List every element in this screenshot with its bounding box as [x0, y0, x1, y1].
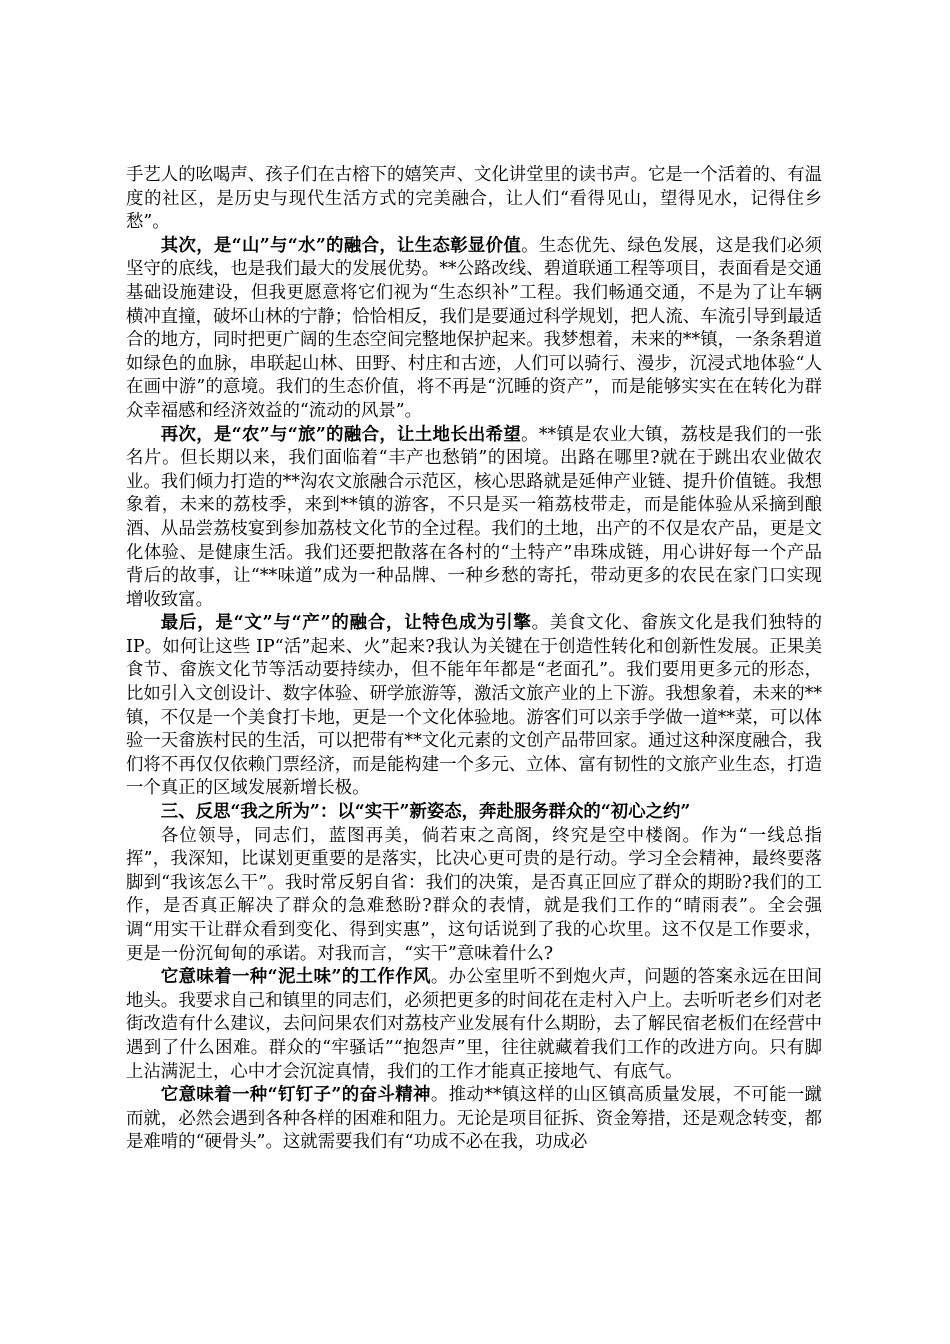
paragraph-eco-integration	[126, 235, 822, 424]
paragraph-text: 手艺人的吆喝声、孩子们在古榕下的嬉笑声、文化讲堂里的读书声。它是一个活着的、有温度的社区，是历史与现代生活方式的完美融合，让人们“看得见山，望得见水，记得住乡愁”。	[126, 165, 822, 233]
paragraph-practical-action	[126, 825, 822, 967]
paragraph-lead: 其次，是“山”与“水”的融合，让生态彰显价值	[160, 235, 522, 256]
paragraph-continuation	[126, 164, 822, 235]
section-heading	[126, 801, 822, 825]
paragraph-text: 各位领导，同志们，蓝图再美，倘若束之高阁，终究是空中楼阁。作为“一线总指挥”，我深知，比谋划更重要的是落实，比决心更可贵的是行动。学习全会精神，最终要落脚到“我该怎么干”。我时常反躬自省：我们的决策，是否真正回应了群众的期盼?我们的工作，是否真正解决了群众的急难愁盼?群众的表情，就是我们工作的“晴雨表”。全会强调“用实干让群众看到变化、得到实惠”，这句话说到了我的心坎里。这不仅是工作要求，更是一份沉甸甸的承诺。对我而言，“实干”意味着什么?	[126, 825, 822, 964]
paragraph-lead: 再次，是“农”与“旅”的融合，让土地长出希望	[160, 424, 522, 445]
paragraph-perseverance	[126, 1084, 822, 1155]
paragraph-lead: 它意味着一种“泥土味”的工作作风	[160, 967, 431, 988]
paragraph-text: 。推动**镇这样的山区镇高质量发展，不可能一蹴而就，必然会遇到各种各样的困难和阻力。无论是项目征拆、资金筹措，还是观念转变，都是难啃的“硬骨头”。这就需要我们有“功成不必在我，功成必	[126, 1085, 822, 1153]
paragraph-text: 。生态优先、绿色发展，这是我们必须坚守的底线，也是我们最大的发展优势。**公路改线、碧道联通工程等项目，表面看是交通基础设施建设，但我更愿意将它们视为“生态织补”工程。我们畅通交通，不是为了让车辆横冲直撞，破坏山林的宁静；恰恰相反，我们是要通过科学规划，把人流、车流引导到最适合的地方，同时把更广阔的生态空间完整地保护起来。我梦想着，未来的**镇，一条条碧道如绿色的血脉，串联起山林、田野、村庄和古迹，人们可以骑行、漫步，沉浸式地体验“人在画中游”的意境。我们的生态价值，将不再是“沉睡的资产”，而是能够实实在在转化为群众幸福感和经济效益的“流动的风景”。	[126, 235, 822, 421]
paragraph-grassroots-style	[126, 966, 822, 1084]
paragraph-text: 。美食文化、畲族文化是我们独特的 IP。如何让这些 IP“活”起来、火”起来?我认为关键在于创造性转化和创新性发展。正果美食节、畲族文化节等活动要持续办，但不能年年都是“老面孔”。我们要用更多元的形态，比如引入文创设计、数字体验、研学旅游等，激活文旅产业的上下游。我想象着，未来的**镇，不仅是一个美食打卡地，更是一个文化体验地。游客们可以亲手学做一道**菜，可以体验一天畲族村民的生活，可以把带有**文化元素的文创产品带回家。通过这种深度融合，我们将不再仅仅依赖门票经济，而是能构建一个多元、立体、富有韧性的文旅产业生态，打造一个真正的区域发展新增长极。	[126, 613, 822, 799]
paragraph-agri-tourism	[126, 424, 822, 613]
document-page	[126, 164, 822, 1155]
paragraph-text: 。**镇是农业大镇，荔枝是我们的一张名片。但长期以来，我们面临着“丰产也愁销”的困境。出路在哪里?就在于跳出农业做农业。我们倾力打造的**沟农文旅融合示范区，核心思路就是延伸产业链、提升价值链。我想象着，未来的荔枝季，来到**镇的游客，不只是买一箱荔枝带走，而是能体验从采摘到酿酒、从品尝荔枝宴到参加荔枝文化节的全过程。我们的土地，出产的不仅是农产品，更是文化体验、是健康生活。我们还要把散落在各村的“土特产”串珠成链，用心讲好每一个产品背后的故事，让“**味道”成为一种品牌、一种乡愁的寄托，带动更多的农民在家门口实现增收致富。	[126, 424, 822, 610]
section-heading-text: 三、反思“我之所为”：以“实干”新姿态，奔赴服务群众的“初心之约”	[160, 802, 691, 823]
paragraph-lead: 它意味着一种“钉钉子”的奋斗精神	[160, 1085, 431, 1106]
paragraph-culture-industry	[126, 612, 822, 801]
paragraph-text: 。办公室里听不到炮火声，问题的答案永远在田间地头。我要求自己和镇里的同志们，必须把更多的时间花在走村入户上。去听听老乡们对老街改造有什么建议，去问问果农们对荔枝产业发展有什么期盼，去了解民宿老板们在经营中遇到了什么困难。群众的“牢骚话”“抱怨声”里，往往就藏着我们工作的改进方向。只有脚上沾满泥土，心中才会沉淀真情，我们的工作才能真正接地气、有底气。	[126, 967, 822, 1082]
paragraph-lead: 最后，是“文”与“产”的融合，让特色成为引擎	[160, 613, 532, 634]
